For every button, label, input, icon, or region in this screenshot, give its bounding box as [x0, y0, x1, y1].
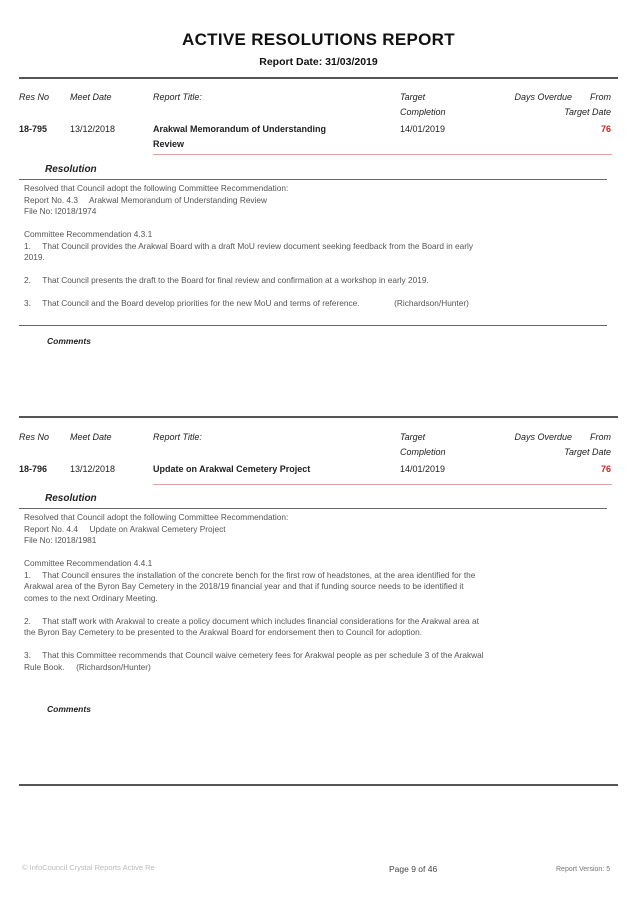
- col-target: Target: [400, 92, 426, 102]
- col-report-title: Report Title:: [153, 92, 202, 102]
- resolution-text: Resolved that Council adopt the following Committee Recommendation: Report No. 4.4 Update on Arakwal Cemetery Project File No: I2018/1981 Committee Recommendation 4.4.1 1. That Council ensures the installation of the concrete bench for the first row of headstones, at the area identified for the Arakwal area of the Byron Bay Cemetery in the 2018/19 financial year and that if funding source needs to be identified it comes to the next Ordinary Meeting. 2. That staff work with Arakwal to create a policy document which includes financial considerations for the Arakwal area at the Byron Bay Cemetery to be presented to the Arakwal Board for endorsement then to Council for adoption. 3. That this Committee recommends that Council waive cemetery fees for Arakwal people as per schedule 3 of the Arakwal Rule Book. (Richardson/Hunter): [24, 512, 484, 672]
- report-title: ACTIVE RESOLUTIONS REPORT: [182, 30, 455, 49]
- col-res-no: Res No: [19, 432, 50, 442]
- resolution-rule: [19, 179, 607, 180]
- col-from: From: [590, 92, 611, 102]
- col-target-date: Target Date: [564, 107, 611, 117]
- comments-heading: Comments: [47, 336, 91, 346]
- footer-report-version: Report Version: 5: [556, 866, 611, 873]
- report-title-value-line2: Review: [153, 139, 185, 149]
- record-top-rule: [19, 77, 618, 79]
- target-completion-value: 14/01/2019: [400, 124, 446, 134]
- col-meet-date: Meet Date: [70, 92, 112, 102]
- meet-date-value: 13/12/2018: [70, 124, 116, 134]
- resolution-text: Resolved that Council adopt the following Committee Recommendation: Report No. 4.3 Arakwal Memorandum of Understanding Review File No: I2018/1974 Committee Recommendation 4.3.1 1. That Council provides the Arakwal Board with a draft MoU review document seeking feedback from the Board in early 2019. 2. That Council presents the draft to the Board for final review and confirmation at a workshop in early 2019. 3. That Council and the Board develop priorities for the new MoU and terms of reference. (Richardson/Hunter): [24, 183, 474, 308]
- target-completion-value: 14/01/2019: [400, 464, 446, 474]
- resolution-rule: [19, 508, 607, 509]
- record-top-rule: [19, 416, 618, 418]
- col-meet-date: Meet Date: [70, 432, 112, 442]
- footer-software: © InfoCouncil Crystal Reports Active Re: [22, 863, 155, 872]
- report-title-value: Update on Arakwal Cemetery Project: [153, 464, 311, 474]
- page-bottom-rule: [19, 784, 618, 786]
- col-days-overdue: Days Overdue: [514, 432, 572, 442]
- resolution-bottom-rule: [19, 325, 607, 326]
- col-res-no: Res No: [19, 92, 50, 102]
- resolution-heading: Resolution: [45, 164, 97, 175]
- col-target: Target: [400, 432, 426, 442]
- title-underline: [153, 154, 612, 155]
- col-from: From: [590, 432, 611, 442]
- comments-heading: Comments: [47, 704, 91, 714]
- col-completion: Completion: [400, 107, 446, 117]
- meet-date-value: 13/12/2018: [70, 464, 116, 474]
- resolution-heading: Resolution: [45, 493, 97, 504]
- title-underline: [153, 484, 612, 485]
- report-title-value: Arakwal Memorandum of Understanding: [153, 124, 327, 134]
- footer-page-number: Page 9 of 46: [389, 864, 438, 874]
- col-report-title: Report Title:: [153, 432, 202, 442]
- report-date: Report Date: 31/03/2019: [259, 56, 378, 68]
- res-no-value: 18-795: [19, 124, 48, 134]
- col-target-date: Target Date: [564, 447, 611, 457]
- days-overdue-value: 76: [600, 464, 611, 474]
- col-completion: Completion: [400, 447, 446, 457]
- res-no-value: 18-796: [19, 464, 48, 474]
- days-overdue-value: 76: [600, 124, 611, 134]
- col-days-overdue: Days Overdue: [514, 92, 572, 102]
